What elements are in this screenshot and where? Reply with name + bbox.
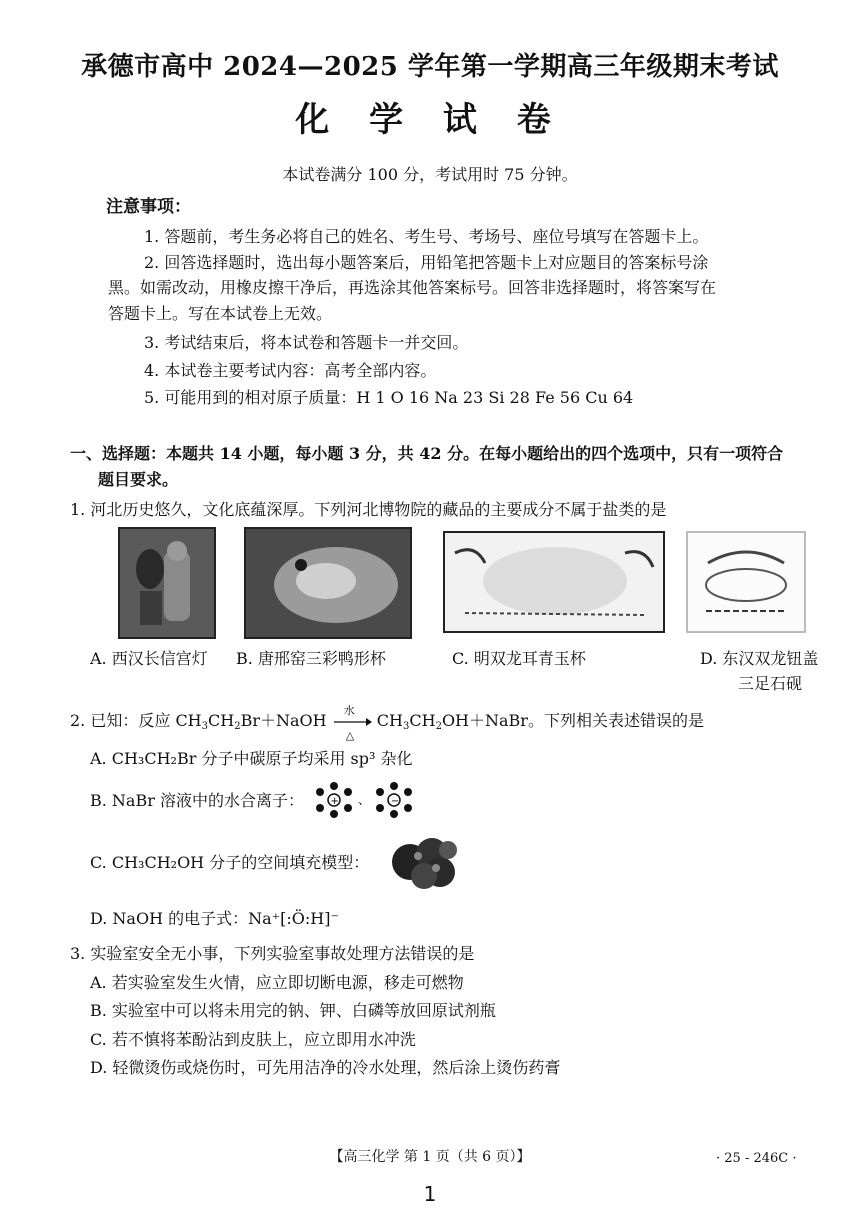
note-line: 5. 可能用到的相对原子质量：H 1 O 16 Na 23 Si 28 Fe 56 Cu 64 xyxy=(144,388,634,407)
q2-option-d: D. NaOH 的电子式：Na⁺[:Ö:H]⁻ xyxy=(90,909,339,928)
lamp-image xyxy=(118,527,216,639)
svg-text:+: + xyxy=(330,796,339,807)
section-heading: 一、选择题：本题共 14 小题，每小题 3 分，共 42 分。在每小题给出的四个选项中，只有一项符合 xyxy=(70,444,784,463)
arrow-condition-top: 水 xyxy=(343,703,355,717)
note-line: 1. 答题前，考生务必将自己的姓名、考生号、考场号、座位号填写在答题卡上。 xyxy=(144,227,709,246)
q1-stem: 1. 河北历史悠久，文化底蕴深厚。下列河北博物院的藏品的主要成分不属于盐类的是 xyxy=(70,500,667,519)
note-line: 2. 回答选择题时，选出每小题答案后，用铅笔把答题卡上对应题目的答案标号涂 xyxy=(144,253,709,272)
q1-option-c: C. 明双龙耳青玉杯 xyxy=(452,649,586,668)
duck-cup-image xyxy=(244,527,412,639)
q2-option-a: A. CH₃CH₂Br 分子中碳原子均采用 sp³ 杂化 xyxy=(90,749,413,768)
hydrated-ions-icon xyxy=(312,780,422,820)
q1-option-d-cont: 三足石砚 xyxy=(738,674,803,693)
q3-option-b: B. 实验室中可以将未用完的钠、钾、白磷等放回原试剂瓶 xyxy=(90,1001,496,1020)
q1-option-d: D. 东汉双龙钮盖 xyxy=(700,649,819,668)
q2-option-c: C. CH₃CH₂OH 分子的空间填充模型： xyxy=(90,853,370,872)
q1-option-a: A. 西汉长信宫灯 xyxy=(90,649,208,668)
notes-heading: 注意事项： xyxy=(106,197,191,217)
exam-info: 本试卷满分 100 分，考试用时 75 分钟。 xyxy=(282,165,578,184)
lamp-figure-icon xyxy=(120,529,214,637)
q2-stem-pre: 2. 已知：反应 CH xyxy=(70,711,202,730)
exam-title: 承德市高中 2024—2025 学年第一学期高三年级期末考试 xyxy=(81,52,779,82)
q3-option-c: C. 若不慎将苯酚沾到皮肤上，应立即用水冲洗 xyxy=(90,1030,416,1049)
space-filling-model-icon xyxy=(388,832,464,892)
note-line: 3. 考试结束后，将本试卷和答题卡一并交回。 xyxy=(144,333,469,352)
svg-text:、: 、 xyxy=(358,793,371,807)
footer-center: 【高三化学 第 1 页（共 6 页）】 xyxy=(329,1149,531,1165)
note-line: 黑。如需改动，用橡皮擦干净后，再选涂其他答案标号。回答非选择题时，将答案写在 xyxy=(108,278,717,297)
q2-stem: 2. 已知：反应 $CH_3CH_2Br+NaOH$ 水 △ $CH_3CH_2OH+NaBr$。下列相关表述错误的是 xyxy=(70,710,704,738)
q1-option-b: B. 唐邢窑三彩鸭形杯 xyxy=(236,649,386,668)
q3-option-d: D. 轻微烫伤或烧伤时，可先用洁净的冷水处理，然后涂上烫伤药膏 xyxy=(90,1058,561,1077)
duck-cup-icon xyxy=(246,529,410,637)
q3-stem: 3. 实验室安全无小事，下列实验室事故处理方法错误的是 xyxy=(70,944,475,963)
q3-option-a: A. 若实验室发生火情，应立即切断电源，移走可燃物 xyxy=(90,973,464,992)
svg-text:−: − xyxy=(391,796,400,807)
q2-option-b: B. NaBr 溶液中的水合离子： xyxy=(90,791,304,810)
note-line: 4. 本试卷主要考试内容：高考全部内容。 xyxy=(144,361,437,380)
q2-stem-post: 。下列相关表述错误的是 xyxy=(527,711,704,730)
arrow-condition-bottom: △ xyxy=(345,728,355,742)
jade-cup-image xyxy=(443,531,665,633)
subject-title: 化 学 试 卷 xyxy=(295,100,565,140)
footer-code: · 25 - 246C · xyxy=(716,1151,797,1166)
jade-cup-icon xyxy=(445,533,663,631)
page-number: 1 xyxy=(423,1182,437,1206)
inkstone-icon xyxy=(688,533,804,631)
note-line: 答题卡上。写在本试卷上无效。 xyxy=(108,304,333,323)
section-heading-cont: 题目要求。 xyxy=(98,470,179,489)
inkstone-image xyxy=(686,531,806,633)
reaction-arrow xyxy=(332,703,372,742)
